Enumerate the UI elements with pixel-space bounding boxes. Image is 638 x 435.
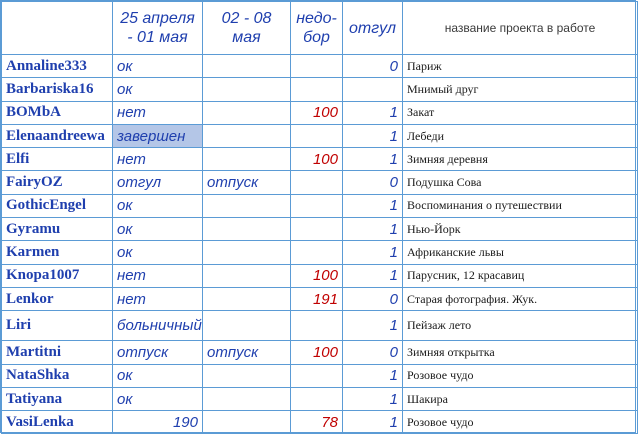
shortfall-cell[interactable]: 191	[291, 287, 343, 310]
week1-cell[interactable]: ок	[113, 387, 203, 410]
week1-cell[interactable]: ок	[113, 55, 203, 78]
name-cell[interactable]: Annaline333	[2, 55, 113, 78]
dayoff-cell[interactable]: 1	[343, 364, 403, 387]
week2-cell[interactable]	[203, 194, 291, 217]
table-row	[2, 124, 638, 147]
name-cell[interactable]: FairyOZ	[2, 171, 113, 194]
shortfall-cell[interactable]	[291, 218, 343, 241]
shortfall-cell[interactable]	[291, 387, 343, 410]
dayoff-cell[interactable]: 0	[343, 55, 403, 78]
shortfall-cell[interactable]	[291, 194, 343, 217]
dayoff-cell[interactable]: 1	[343, 411, 403, 434]
week1-cell[interactable]: завершен	[113, 124, 203, 147]
shortfall-cell[interactable]: 100	[291, 148, 343, 171]
shortfall-cell[interactable]	[291, 364, 343, 387]
week2-cell[interactable]	[203, 411, 291, 434]
shortfall-cell[interactable]	[291, 171, 343, 194]
header-week1[interactable]: 25 апреля - 01 мая	[113, 2, 203, 55]
dayoff-cell[interactable]: 1	[343, 218, 403, 241]
table-row	[2, 194, 638, 217]
shortfall-cell[interactable]: 100	[291, 264, 343, 287]
header-dayoff[interactable]: отгул	[343, 2, 403, 55]
table-row	[2, 101, 638, 124]
week1-cell[interactable]: 190	[113, 411, 203, 434]
dayoff-cell[interactable]: 1	[343, 311, 403, 341]
name-cell[interactable]: Barbariska16	[2, 78, 113, 101]
week2-cell[interactable]	[203, 101, 291, 124]
week2-cell[interactable]: отпуск	[203, 341, 291, 364]
week1-cell[interactable]: нет	[113, 264, 203, 287]
name-cell[interactable]: Knopa1007	[2, 264, 113, 287]
week1-cell[interactable]: больничный	[113, 311, 203, 341]
table-row	[2, 341, 638, 364]
header-project[interactable]: название проекта в работе	[403, 2, 638, 55]
dayoff-cell[interactable]	[343, 78, 403, 101]
table-row	[2, 311, 638, 341]
table-row	[2, 264, 638, 287]
week2-cell[interactable]	[203, 148, 291, 171]
dayoff-cell[interactable]: 0	[343, 341, 403, 364]
table-row	[2, 55, 638, 78]
dayoff-cell[interactable]: 1	[343, 101, 403, 124]
name-cell[interactable]: BOMbA	[2, 101, 113, 124]
project-cell[interactable]: Парусник, 12 красавиц	[403, 264, 638, 287]
week2-cell[interactable]	[203, 55, 291, 78]
header-week2[interactable]: 02 - 08 мая	[203, 2, 291, 55]
project-cell[interactable]: Лебеди	[403, 124, 638, 147]
week2-cell[interactable]	[203, 218, 291, 241]
week2-cell[interactable]	[203, 78, 291, 101]
project-cell[interactable]: Нью-Йорк	[403, 218, 638, 241]
week1-cell[interactable]: ок	[113, 218, 203, 241]
table-row	[2, 411, 638, 434]
name-cell[interactable]: NataShka	[2, 364, 113, 387]
week2-cell[interactable]	[203, 364, 291, 387]
shortfall-cell[interactable]: 100	[291, 341, 343, 364]
shortfall-cell[interactable]	[291, 124, 343, 147]
week2-cell[interactable]	[203, 124, 291, 147]
week1-cell[interactable]: нет	[113, 287, 203, 310]
week1-cell[interactable]: нет	[113, 101, 203, 124]
name-cell[interactable]: Elfi	[2, 148, 113, 171]
project-cell[interactable]: Париж	[403, 55, 638, 78]
header-shortfall[interactable]: недо-бор	[291, 2, 343, 55]
name-cell[interactable]: Martitni	[2, 341, 113, 364]
week1-cell[interactable]: отпуск	[113, 341, 203, 364]
name-cell[interactable]: GothicEngel	[2, 194, 113, 217]
dayoff-cell[interactable]: 1	[343, 148, 403, 171]
shortfall-cell[interactable]	[291, 311, 343, 341]
week1-cell[interactable]: ок	[113, 78, 203, 101]
week1-cell[interactable]: нет	[113, 148, 203, 171]
table-row	[2, 287, 638, 310]
project-cell[interactable]: Зимняя деревня	[403, 148, 638, 171]
week2-cell[interactable]	[203, 264, 291, 287]
name-cell[interactable]: Liri	[2, 311, 113, 341]
dayoff-cell[interactable]: 0	[343, 287, 403, 310]
name-cell[interactable]: Lenkor	[2, 287, 113, 310]
project-cell[interactable]: Старая фотография. Жук.	[403, 287, 638, 310]
project-cell[interactable]: Розовое чудо	[403, 364, 638, 387]
project-cell[interactable]: Воспоминания о путешествии	[403, 194, 638, 217]
name-cell[interactable]: Elenaandreewa	[2, 124, 113, 147]
project-cell[interactable]: Розовое чудо	[403, 411, 638, 434]
week1-cell[interactable]: отгул	[113, 171, 203, 194]
week1-cell[interactable]: ок	[113, 364, 203, 387]
week2-cell[interactable]	[203, 241, 291, 264]
name-cell[interactable]: Karmen	[2, 241, 113, 264]
dayoff-cell[interactable]: 1	[343, 264, 403, 287]
week1-cell[interactable]: ок	[113, 194, 203, 217]
dayoff-cell[interactable]: 1	[343, 387, 403, 410]
shortfall-cell[interactable]	[291, 55, 343, 78]
project-cell[interactable]: Подушка Сова	[403, 171, 638, 194]
table-row	[2, 78, 638, 101]
status-table	[1, 1, 638, 434]
name-cell[interactable]: Gyramu	[2, 218, 113, 241]
project-cell[interactable]: Африканские львы	[403, 241, 638, 264]
shortfall-cell[interactable]	[291, 241, 343, 264]
table-row	[2, 148, 638, 171]
project-cell[interactable]: Шакира	[403, 387, 638, 410]
dayoff-cell[interactable]: 1	[343, 124, 403, 147]
week2-cell[interactable]: отпуск	[203, 171, 291, 194]
project-cell[interactable]: Закат	[403, 101, 638, 124]
table-row	[2, 241, 638, 264]
header-row	[2, 2, 638, 55]
project-cell[interactable]: Зимняя открытка	[403, 341, 638, 364]
name-cell[interactable]: VasiLenka	[2, 411, 113, 434]
table-row	[2, 364, 638, 387]
dayoff-cell[interactable]: 1	[343, 194, 403, 217]
week2-cell[interactable]	[203, 311, 291, 341]
shortfall-cell[interactable]: 100	[291, 101, 343, 124]
week2-cell[interactable]	[203, 287, 291, 310]
week1-cell[interactable]: ок	[113, 241, 203, 264]
week2-cell[interactable]	[203, 387, 291, 410]
shortfall-cell[interactable]	[291, 78, 343, 101]
table-row	[2, 218, 638, 241]
dayoff-cell[interactable]: 0	[343, 171, 403, 194]
name-cell[interactable]: Tatiyana	[2, 387, 113, 410]
shortfall-cell[interactable]: 78	[291, 411, 343, 434]
header-name[interactable]	[2, 2, 113, 55]
table-row	[2, 171, 638, 194]
project-cell[interactable]: Пейзаж лето	[403, 311, 638, 341]
table-row	[2, 387, 638, 410]
dayoff-cell[interactable]: 1	[343, 241, 403, 264]
project-cell[interactable]: Мнимый друг	[403, 78, 638, 101]
